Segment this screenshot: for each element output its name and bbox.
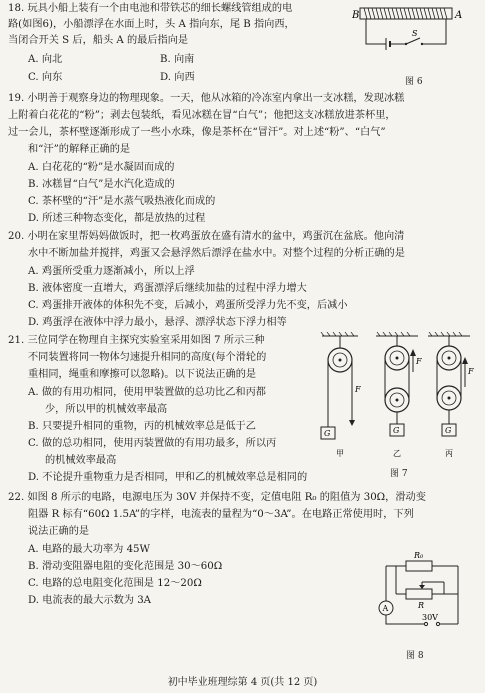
q19-line-1: 19. 小明善于观察身边的物理现象。一天，他从冰箱的冷冻室内拿出一支冰糕，发现冰糕 bbox=[8, 93, 405, 104]
q20-option-d: D. 鸡蛋浮在液体中浮力最小，悬浮、漂浮状态下浮力相等 bbox=[28, 317, 287, 328]
fig8-ammeter-label: A bbox=[382, 604, 389, 613]
q18-line-1: 18. 玩具小船上装有一个由电池和带铁芯的细长螺线管组成的电 bbox=[8, 3, 293, 14]
q19-option-a: A. 白花花的“粉”是水凝固而成的 bbox=[28, 162, 175, 173]
q21-line-2: 不同装置将同一物体匀速提升相同的高度(每个滑轮的 bbox=[28, 352, 267, 363]
q22-option-d: D. 电流表的最大示数为 3A bbox=[28, 595, 152, 606]
svg-text:G: G bbox=[445, 426, 452, 435]
svg-text:F: F bbox=[416, 357, 422, 366]
q20-line-1: 20. 小明在家里帮妈妈做饭时，把一枚鸡蛋放在盛有清水的盆中，鸡蛋沉在盆底。他向清 bbox=[8, 231, 405, 242]
svg-text:G: G bbox=[324, 429, 331, 438]
svg-text:G: G bbox=[393, 426, 400, 435]
figure-7-pulleys bbox=[318, 332, 478, 462]
q20-option-c: C. 鸡蛋排开液体的体积先不变，后减小，鸡蛋所受浮力先不变，后减小 bbox=[28, 300, 348, 311]
q18-option-a: A. 向北 bbox=[28, 54, 63, 65]
q21-line-1: 21. 三位同学在物理自主探究实验室采用如图 7 所示三种 bbox=[8, 335, 265, 346]
q22-option-c: C. 电路的总电阻变化范围是 12～20Ω bbox=[28, 578, 202, 589]
q21-option-c: C. 做的总功相同，使用丙装置做的有用功最多，所以丙 bbox=[28, 438, 277, 449]
q19-option-b: B. 冰糕冒“白气”是水汽化造成的 bbox=[28, 179, 175, 190]
q18-option-c: C. 向东 bbox=[28, 72, 63, 83]
q20-option-a: A. 鸡蛋所受重力逐渐减小，所以上浮 bbox=[28, 266, 195, 277]
q18-option-d: D. 向西 bbox=[160, 72, 195, 83]
figure-8-caption: 图 8 bbox=[406, 651, 424, 661]
fig7-label-bing: 丙 bbox=[445, 449, 453, 458]
figure-7-caption: 图 7 bbox=[390, 469, 408, 479]
q18-line-2: 路(如图6)，小船漂浮在水面上时，头 A 指向东，尾 B 指向西， bbox=[8, 19, 295, 30]
q19-option-c: C. 茶杯壁的“汗”是水蒸气吸热液化而成的 bbox=[28, 196, 216, 207]
q19-line-3: 过一会儿，茶杯壁逐渐形成了一些小水珠，像是茶杯在“冒汗”。对上述“粉”、“白气” bbox=[8, 127, 386, 138]
q21-option-c-cont: 的机械效率最高 bbox=[45, 455, 117, 466]
figure-8-circuit bbox=[366, 548, 476, 646]
fig8-label-r: R bbox=[418, 601, 425, 610]
svg-text:F: F bbox=[355, 385, 361, 394]
figure-6-solenoid-circuit bbox=[352, 2, 472, 64]
fig6-label-a: A bbox=[455, 10, 463, 21]
q22-option-a: A. 电路的最大功率为 45W bbox=[28, 544, 151, 555]
q22-line-2: 阻器 R 标有“60Ω 1.5A”的字样，电流表的量程为“0～3A”。在电路正常使用时，下列 bbox=[28, 509, 414, 520]
q21-option-b: B. 只要提升相同的重物，丙的机械效率总是低于乙 bbox=[28, 421, 256, 432]
fig6-label-b: B bbox=[352, 10, 360, 21]
figure-6-caption: 图 6 bbox=[405, 77, 423, 87]
q21-option-a: A. 做的有用功相同，使用甲装置做的总功比乙和丙都 bbox=[28, 387, 266, 398]
q19-line-2: 上附着白花花的“粉”；剥去包装纸，看见冰糕在冒“白气”；他把这支冰糕放进茶杯里， bbox=[8, 110, 396, 121]
svg-text:F: F bbox=[468, 367, 474, 376]
q19-line-4: 和“汗”的解释正确的是 bbox=[28, 144, 131, 155]
fig7-label-jia: 甲 bbox=[336, 449, 344, 458]
fig7-label-yi: 乙 bbox=[393, 449, 401, 458]
q21-line-3: 重相同，绳重和摩擦可以忽略)。以下说法正确的是 bbox=[28, 369, 257, 380]
q22-line-3: 说法正确的是 bbox=[28, 526, 90, 537]
q20-option-b: B. 液体密度一直增大，鸡蛋漂浮后继续加盐的过程中浮力增大 bbox=[28, 283, 307, 294]
q22-option-b: B. 滑动变阻器电阻的变化范围是 30～60Ω bbox=[28, 561, 223, 572]
fig6-label-s: S bbox=[412, 29, 418, 38]
q18-line-3: 当闭合开关 S 后，船头 A 的最后指向是 bbox=[8, 35, 189, 46]
fig8-label-r0: R₀ bbox=[414, 551, 424, 560]
fig8-voltage-label: 30V bbox=[422, 613, 438, 622]
q18-option-b: B. 向南 bbox=[160, 54, 195, 65]
page-footer: 初中毕业班理综第 4 页(共 12 页) bbox=[167, 677, 318, 688]
q22-line-1: 22. 如图 8 所示的电路，电源电压为 30V 并保持不变，定值电阻 R₀ 的阻值为 30Ω，滑动变 bbox=[8, 492, 426, 503]
q21-option-a-cont: 少，所以甲的机械效率最高 bbox=[45, 404, 168, 415]
q20-line-2: 水中不断加盐并搅拌，鸡蛋又会悬浮然后漂浮在盐水中。对整个过程的分析正确的是 bbox=[28, 248, 405, 259]
q19-option-d: D. 所述三种物态变化，都是放热的过程 bbox=[28, 213, 206, 224]
q21-option-d: D. 不论提升重物重力是否相同，甲和乙的机械效率总是相同的 bbox=[28, 472, 308, 483]
